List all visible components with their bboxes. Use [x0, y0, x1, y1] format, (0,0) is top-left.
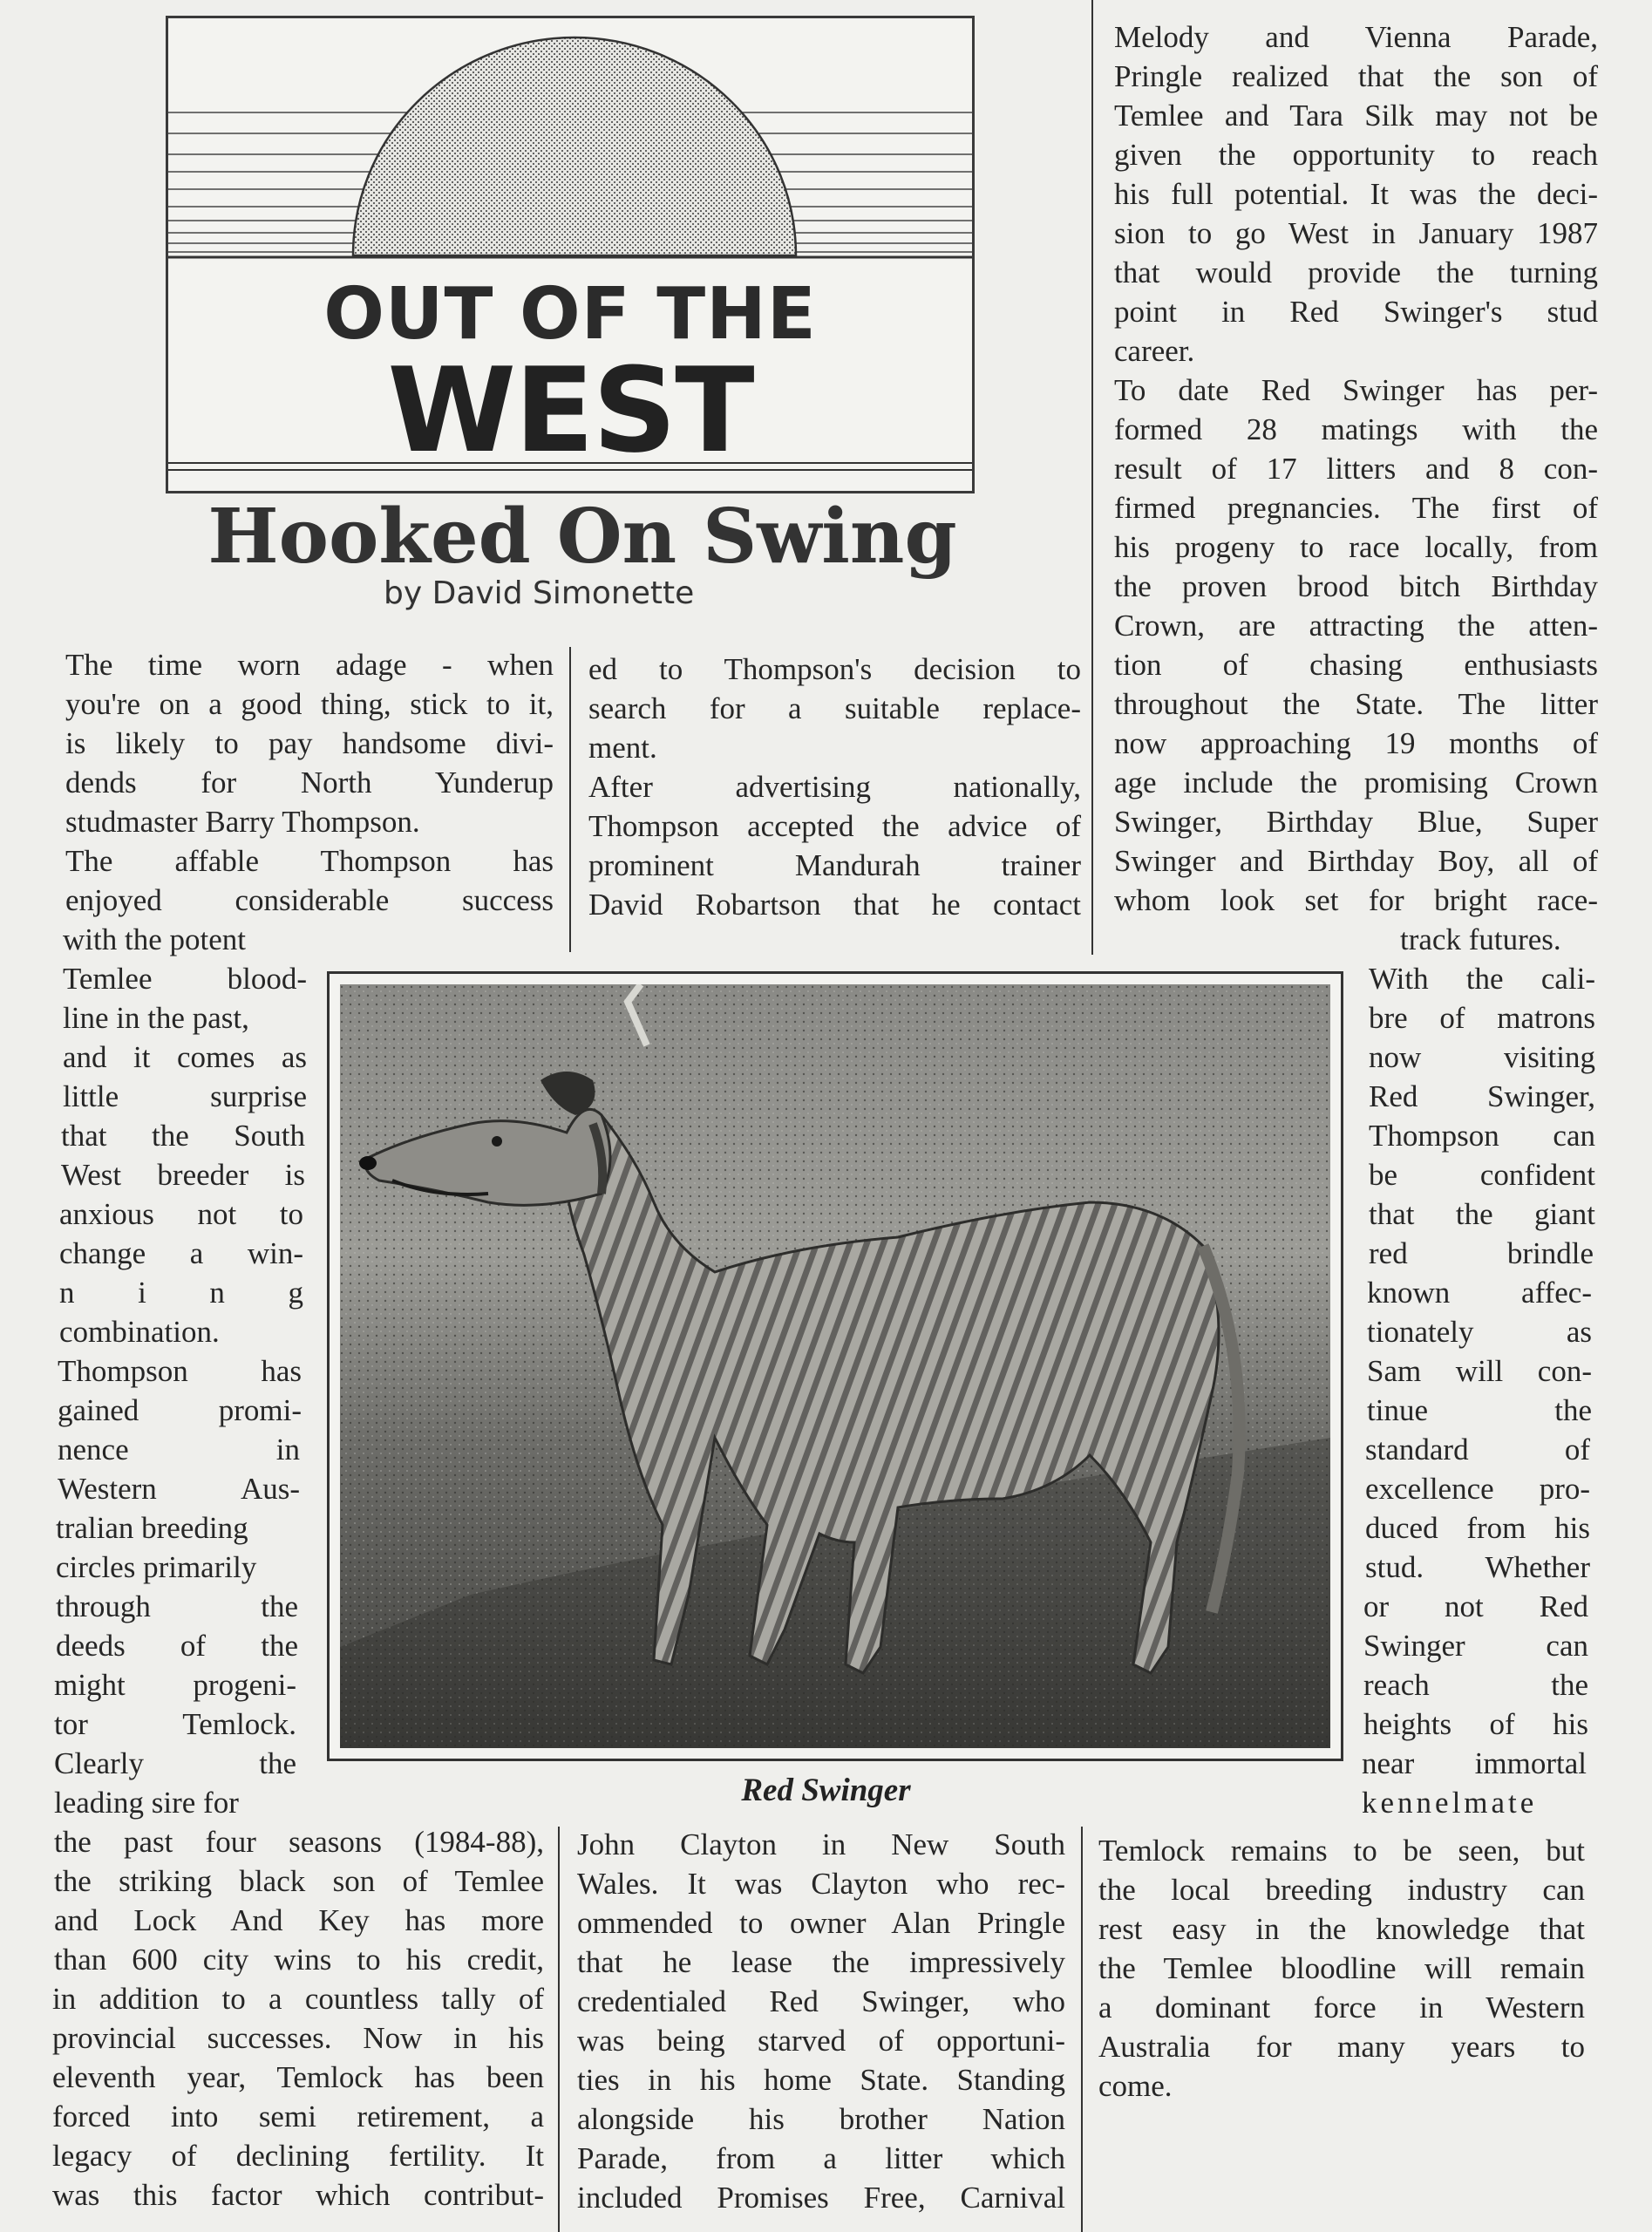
text-line: To date Red Swinger has per- [1114, 373, 1598, 407]
text-line: track futures. [1400, 922, 1561, 956]
column-rule [558, 1827, 560, 2232]
article-byline: by David Simonette [384, 575, 695, 611]
text-line: might progeni- [54, 1668, 296, 1702]
text-line: Melody and Vienna Parade, [1114, 20, 1598, 54]
masthead-line1: OUT OF THE [323, 273, 817, 356]
text-line: gained promi- [58, 1393, 302, 1427]
text-line: little surprise [63, 1079, 307, 1113]
text-line: be confident [1369, 1158, 1595, 1192]
text-line: now visiting [1369, 1040, 1595, 1074]
text-line: David Robartson that he contact [588, 888, 1081, 922]
text-line: now approaching 19 months of [1114, 726, 1598, 760]
text-line: Thompson can [1369, 1119, 1595, 1153]
text-line: and Lock And Key has more [54, 1903, 544, 1937]
text-line: near immortal [1362, 1746, 1587, 1780]
text-line: duced from his [1365, 1511, 1590, 1545]
text-line: John Clayton in New South [577, 1827, 1065, 1861]
text-line: Swinger can [1363, 1629, 1588, 1663]
text-line: The time worn adage - when [65, 648, 554, 682]
text-line: rest easy in the knowledge that [1098, 1912, 1585, 1946]
text-line: enjoyed considerable success [65, 883, 554, 917]
text-line: or not Red [1363, 1589, 1588, 1623]
text-line: tralian breeding [56, 1511, 248, 1545]
text-line: line in the past, [63, 1001, 249, 1035]
text-line: come. [1098, 2069, 1173, 2103]
text-line: result of 17 litters and 8 con- [1114, 452, 1598, 486]
text-line: the past four seasons (1984-88), [54, 1825, 544, 1859]
text-line: formed 28 matings with the [1114, 412, 1598, 446]
text-line: stud. Whether [1365, 1550, 1590, 1584]
text-line: ed to Thompson's decision to [588, 652, 1081, 686]
text-line: known affec- [1367, 1276, 1592, 1310]
text-line: legacy of declining fertility. It [52, 2139, 544, 2173]
text-line: n i n g [59, 1276, 303, 1310]
text-line: that would provide the turning [1114, 255, 1598, 289]
greyhound-photo [327, 971, 1343, 1761]
text-line: bre of matrons [1369, 1001, 1595, 1035]
text-line: that he lease the impressively [577, 1945, 1065, 1979]
text-line: Temlee and Tara Silk may not be [1114, 99, 1598, 133]
text-line: was this factor which contribut- [52, 2178, 544, 2212]
text-line: tinue the [1367, 1393, 1592, 1427]
text-line: prominent Mandurah trainer [588, 848, 1081, 882]
text-line: heights of his [1363, 1707, 1588, 1741]
text-line: Sam will con- [1367, 1354, 1592, 1388]
text-line: leading sire for [54, 1786, 239, 1820]
greyhound-image [340, 984, 1330, 1748]
text-line: firmed pregnancies. The first of [1114, 491, 1598, 525]
text-line: his progeny to race locally, from [1114, 530, 1598, 564]
text-line: red brindle [1369, 1236, 1594, 1270]
text-line: circles primarily [56, 1550, 257, 1584]
text-line: the proven brood bitch Birthday [1114, 569, 1598, 603]
column-rule [1081, 1827, 1083, 2232]
text-line: anxious not to [59, 1197, 303, 1231]
text-line: Pringle realized that the son of [1114, 59, 1598, 93]
text-line: alongside his brother Nation [577, 2102, 1065, 2136]
text-line: the local breeding industry can [1098, 1873, 1585, 1907]
text-line: standard of [1365, 1432, 1590, 1466]
text-line: through the [56, 1589, 298, 1623]
text-line: with the potent [63, 922, 246, 956]
text-line: Australia for many years to [1098, 2030, 1585, 2064]
text-line: ties in his home State. Standing [577, 2063, 1065, 2097]
text-line: age include the promising Crown [1114, 766, 1598, 800]
text-line: the striking black son of Temlee [54, 1864, 544, 1898]
text-line: career. [1114, 334, 1195, 368]
text-line: Parade, from a litter which [577, 2141, 1065, 2175]
text-line: studmaster Barry Thompson. [65, 805, 420, 839]
text-line: The affable Thompson has [65, 844, 554, 878]
text-line: reach the [1363, 1668, 1588, 1702]
text-line: Temlock remains to be seen, but [1098, 1834, 1585, 1868]
text-line: a dominant force in Western [1098, 1990, 1585, 2024]
text-line: included Promises Free, Carnival [577, 2181, 1065, 2215]
text-line: tionately as [1367, 1315, 1592, 1349]
text-line: the Temlee bloodline will remain [1098, 1951, 1585, 1985]
text-line: throughout the State. The litter [1114, 687, 1598, 721]
text-line: change a win- [59, 1236, 303, 1270]
text-line: provincial successes. Now in his [52, 2021, 544, 2055]
text-line: given the opportunity to reach [1114, 138, 1598, 172]
text-line: Clearly the [54, 1746, 296, 1780]
text-line: Wales. It was Clayton who rec- [577, 1867, 1065, 1901]
text-line: forced into semi retirement, a [52, 2099, 544, 2133]
text-line: than 600 city wins to his credit, [54, 1943, 544, 1977]
text-line: excellence pro- [1365, 1472, 1590, 1506]
text-line: point in Red Swinger's stud [1114, 295, 1598, 329]
text-line: tor Temlock. [54, 1707, 296, 1741]
photo-caption: Red Swinger [741, 1773, 911, 1808]
text-line: is likely to pay handsome divi- [65, 726, 554, 760]
text-line: tion of chasing enthusiasts [1114, 648, 1598, 682]
text-line: nence in [58, 1432, 300, 1466]
text-line: ment. [588, 731, 657, 765]
text-line: that the giant [1369, 1197, 1595, 1231]
text-line: you're on a good thing, stick to it, [65, 687, 554, 721]
text-line: credentialed Red Swinger, who [577, 1984, 1065, 2018]
text-line: Thompson accepted the advice of [588, 809, 1081, 843]
text-line: search for a suitable replace- [588, 691, 1081, 725]
text-line: combination. [59, 1315, 220, 1349]
text-line: Temlee blood- [63, 962, 307, 996]
column-rule [1091, 0, 1093, 955]
text-line: Western Aus- [58, 1472, 300, 1506]
text-line: kennelmate [1362, 1786, 1538, 1820]
text-line: Swinger, Birthday Blue, Super [1114, 805, 1598, 839]
text-line: that the South [61, 1119, 305, 1153]
text-line: Swinger and Birthday Boy, all of [1114, 844, 1598, 878]
text-line: was being starved of opportuni- [577, 2024, 1065, 2058]
text-line: West breeder is [61, 1158, 305, 1192]
text-line: Thompson has [58, 1354, 302, 1388]
article-headline: Hooked On Swing [207, 493, 957, 581]
text-line: Crown, are attracting the atten- [1114, 609, 1598, 643]
text-line: sion to go West in January 1987 [1114, 216, 1598, 250]
text-line: dends for North Yunderup [65, 766, 554, 800]
masthead-box [166, 16, 975, 493]
text-line: With the cali- [1369, 962, 1595, 996]
text-line: ommended to owner Alan Pringle [577, 1906, 1065, 1940]
column-rule [569, 647, 571, 952]
text-line: his full potential. It was the deci- [1114, 177, 1598, 211]
text-line: whom look set for bright race- [1114, 883, 1598, 917]
masthead-line2: WEST [387, 343, 753, 479]
text-line: and it comes as [63, 1040, 307, 1074]
text-line: After advertising nationally, [588, 770, 1081, 804]
text-line: eleventh year, Temlock has been [52, 2060, 544, 2094]
text-line: in addition to a countless tally of [52, 1982, 544, 2016]
text-line: deeds of the [56, 1629, 298, 1663]
text-line: Red Swinger, [1369, 1079, 1595, 1113]
